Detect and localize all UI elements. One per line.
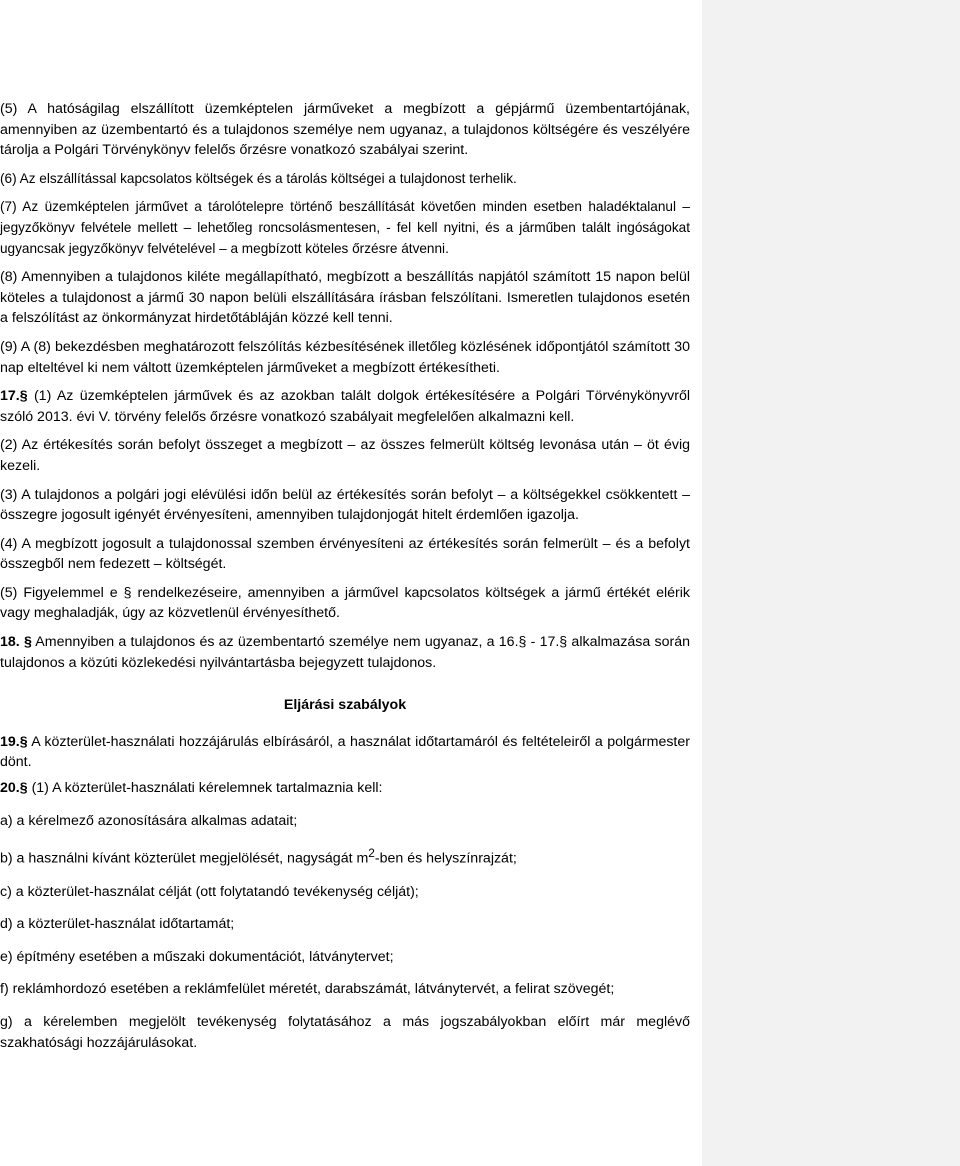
section-19: [0, 732, 690, 773]
list-item-b-superscript: 2: [368, 846, 375, 861]
paragraph-9: (9) A (8) bekezdésben meghatározott felszólítás kézbesítésének illetőleg közlésének időpontjától számított 30 nap elteltével ki nem váltott üzemképtelen járműveket a megbízott értékesítheti.: [0, 338, 690, 376]
section-19-number: 19.§: [0, 733, 28, 750]
paragraph-6: (6) Az elszállítással kapcsolatos költségek és a tárolás költségei a tulajdonost terhelik.: [0, 170, 517, 186]
paragraph-7: (7) Az üzemképtelen járművet a tárolótelepre történő beszállítását követően minden esetben haladéktalanul – jegyzőkönyv felvétele mellett – lehetőleg roncsolásmentesen, - fel kell nyitni, és a járműben talált ingóságokat ugyancsak jegyzőkönyv felvételével – a megbízott köteles őrzésre átvenni.: [0, 199, 690, 256]
list-item-b-text: b) a használni kívánt közterület megjelölését, nagyságát m: [0, 850, 369, 867]
list-item-e: e) építmény esetében a műszaki dokumentációt, látványtervet;: [0, 948, 394, 965]
section-20-paragraph-1: [0, 778, 690, 799]
comment-margin: [702, 0, 960, 1166]
section-17-paragraph-2: (2) Az értékesítés során befolyt összeget a megbízott – az összes felmerült költség levonása után – öt évig kezeli.: [0, 437, 690, 474]
section-20-number: 20.§: [0, 780, 28, 797]
list-item-a: a) a kérelmező azonosítására alkalmas adatait;: [0, 812, 298, 829]
paragraph-5: (5) A hatóságilag elszállított üzemképtelen járműveket a megbízott a gépjármű üzembentartójának, amennyiben az üzembentartó és a tulajdonos személye nem ugyanaz, a tulajdonos költségére és veszélyére tárolja a Polgári Törvénykönyv felelős őrzésre vonatkozó szabályai szerint.: [0, 101, 690, 159]
section-17-paragraph-3: (3) A tulajdonos a polgári jogi elévülési időn belül az értékesítés során befolyt – a költségekkel csökkentett – összegre jogosult igényét érvényesíteni, amennyiben tulajdonjogát hitelt érdemlően igazolja.: [0, 486, 690, 524]
section-17-paragraph-5: (5) Figyelemmel e § rendelkezéseire, amennyiben a járművel kapcsolatos költségek a jármű értékét elérik vagy meghaladják, úgy az közvetlenül érvényesíthető.: [0, 584, 690, 622]
section-17-paragraph-1: [0, 386, 690, 427]
section-17-number: 17.§: [0, 388, 28, 405]
list-item-d: d) a közterület-használat időtartamát;: [0, 916, 235, 933]
list-item-f: f) reklámhordozó esetében a reklámfelület méretét, darabszámát, látványtervét, a felirat szövegét;: [0, 981, 615, 998]
section-18-number: 18. §: [0, 634, 32, 651]
list-item-g: g) a kérelemben megjelölt tevékenység folytatásához a más jogszabályokban előírt már meglévő szakhatósági hozzájárulásokat.: [0, 1013, 690, 1051]
section-20-text-1: (1) A közterület-használati kérelemnek tartalmaznia kell:: [27, 780, 383, 797]
document-body: [0, 99, 690, 1065]
section-18: [0, 632, 690, 673]
section-17-paragraph-4: (4) A megbízott jogosult a tulajdonossal szemben érvényesíteni az értékesítés során felmerült – és a befolyt összegből nem fedezett – költségét.: [0, 535, 690, 573]
list-item-b-text-end: -ben és helyszínrajzát;: [374, 850, 517, 867]
section-19-text: A közterület-használati hozzájárulás elbírásáról, a használat időtartamáról és feltételeiről a polgármester dönt.: [0, 733, 690, 771]
section-heading: Eljárási szabályok: [283, 697, 407, 714]
list-item-b: [0, 843, 690, 869]
section-18-text: Amennyiben a tulajdonos és az üzembentartó személye nem ugyanaz, a 16.§ - 17.§ alkalmazása során tulajdonos a közúti közlekedési nyilvántartásba bejegyzett tulajdonos.: [0, 634, 691, 671]
list-item-c: c) a közterület-használat célját (ott folytatandó tevékenység célját);: [0, 883, 419, 900]
section-17-text-1: (1) Az üzemképtelen járművek és az azokban talált dolgok értékesítésére a Polgári Törvénykönyvről szóló 2013. évi V. törvény felelős őrzésre vonatkozó szabályait megfelelően alkalmazni kell.: [0, 388, 690, 425]
paragraph-8: (8) Amennyiben a tulajdonos kiléte megállapítható, megbízott a beszállítás napjától számított 15 napon belül köteles a tulajdonost a jármű 30 napon belüli elszállítására írásban felszólítani. Ismeretlen tulajdonos esetén a felszólítást az önkormányzat hirdetőtábláján közzé kell tenni.: [0, 269, 690, 327]
